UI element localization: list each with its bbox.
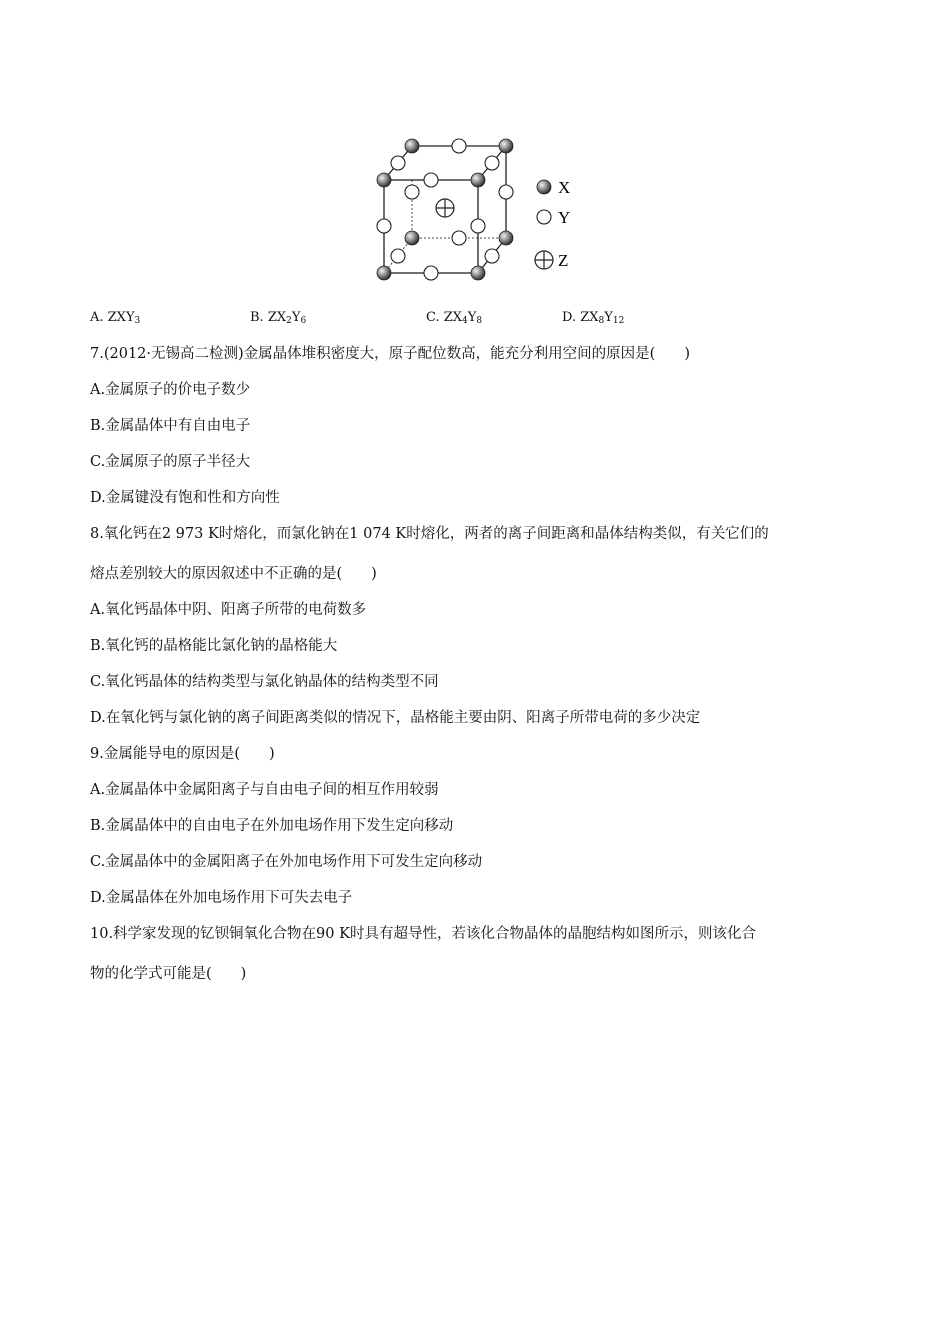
q8-option-c: C.氧化钙晶体的结构类型与氯化钠晶体的结构类型不同: [90, 674, 439, 690]
y-atom-icon: [405, 185, 419, 199]
y-atom-icon: [452, 139, 466, 153]
x-atom-icon: [537, 180, 551, 194]
option-a: A. $ZXY_3$: [90, 310, 141, 326]
q7-stem: 7.(2012·无锡高二检测)金属晶体堆积密度大，原子配位数高，能充分利用空间的原因是( ): [90, 346, 690, 362]
q9-option-d: D.金属晶体在外加电场作用下可失去电子: [90, 890, 353, 906]
q7-option-b: B.金属晶体中有自由电子: [90, 418, 251, 434]
q9-stem: 9.金属能导电的原因是( ): [90, 746, 275, 762]
figure-legend: [535, 178, 570, 270]
q7-option-a: A.金属原子的价电子数少: [90, 382, 251, 398]
y-atom-icon: [537, 210, 551, 224]
x-atom-icon: [499, 139, 513, 153]
z-atom-icon: [436, 199, 454, 217]
y-atom-icon: [424, 266, 438, 280]
q8-option-d: D.在氧化钙与氯化钠的离子间距离类似的情况下，晶格能主要由阴、阳离子所带电荷的多少决定: [90, 710, 701, 726]
crystal-cell-figure: [370, 130, 590, 290]
x-atom-icon: [377, 173, 391, 187]
q6-options: [0, 310, 950, 332]
x-atom-icon: [405, 231, 419, 245]
y-atom-icon: [471, 219, 485, 233]
y-atom-icon: [485, 249, 499, 263]
y-atom-icon: [377, 219, 391, 233]
q8-stem-line1: 8.氧化钙在2 973 K时熔化，而氯化钠在1 074 K时熔化，两者的离子间距离和晶体结构类似，有关它们的: [90, 526, 769, 542]
y-atom-icon: [452, 231, 466, 245]
x-atom-icon: [405, 139, 419, 153]
q9-option-b: B.金属晶体中的自由电子在外加电场作用下发生定向移动: [90, 818, 454, 834]
option-d: D. $ZX_8Y_{12}$: [562, 310, 625, 326]
x-atom-icon: [471, 266, 485, 280]
x-atom-icon: [471, 173, 485, 187]
x-atom-icon: [499, 231, 513, 245]
q10-stem-line1: 10.科学家发现的钇钡铜氧化合物在90 K时具有超导性，若该化合物晶体的晶胞结构如图所示，则该化合: [90, 926, 756, 942]
y-atom-icon: [485, 156, 499, 170]
y-atom-icon: [391, 156, 405, 170]
legend-label-y: Y: [558, 208, 571, 227]
q9-option-a: A.金属晶体中金属阳离子与自由电子间的相互作用较弱: [90, 782, 439, 798]
legend-label-x: X: [558, 178, 571, 197]
q10-stem-line2: 物的化学式可能是( ): [90, 966, 247, 982]
y-atom-icon: [499, 185, 513, 199]
q8-stem-line2: 熔点差别较大的原因叙述中不正确的是( ): [90, 566, 377, 582]
q7-option-d: D.金属键没有饱和性和方向性: [90, 490, 280, 506]
z-atom-icon: [535, 251, 553, 269]
q7-option-c: C.金属原子的原子半径大: [90, 454, 251, 470]
y-atom-icon: [391, 249, 405, 263]
option-b: B. $ZX_2Y_6$: [250, 310, 307, 326]
crystal-cell-diagram: [370, 130, 590, 290]
legend-label-z: Z: [558, 251, 569, 270]
q8-option-a: A.氧化钙晶体中阴、阳离子所带的电荷数多: [90, 602, 367, 618]
option-c: C. $ZX_4Y_8$: [426, 310, 483, 326]
y-atom-icon: [424, 173, 438, 187]
q8-option-b: B.氧化钙的晶格能比氯化钠的晶格能大: [90, 638, 338, 654]
x-atom-icon: [377, 266, 391, 280]
q9-option-c: C.金属晶体中的金属阳离子在外加电场作用下可发生定向移动: [90, 854, 483, 870]
